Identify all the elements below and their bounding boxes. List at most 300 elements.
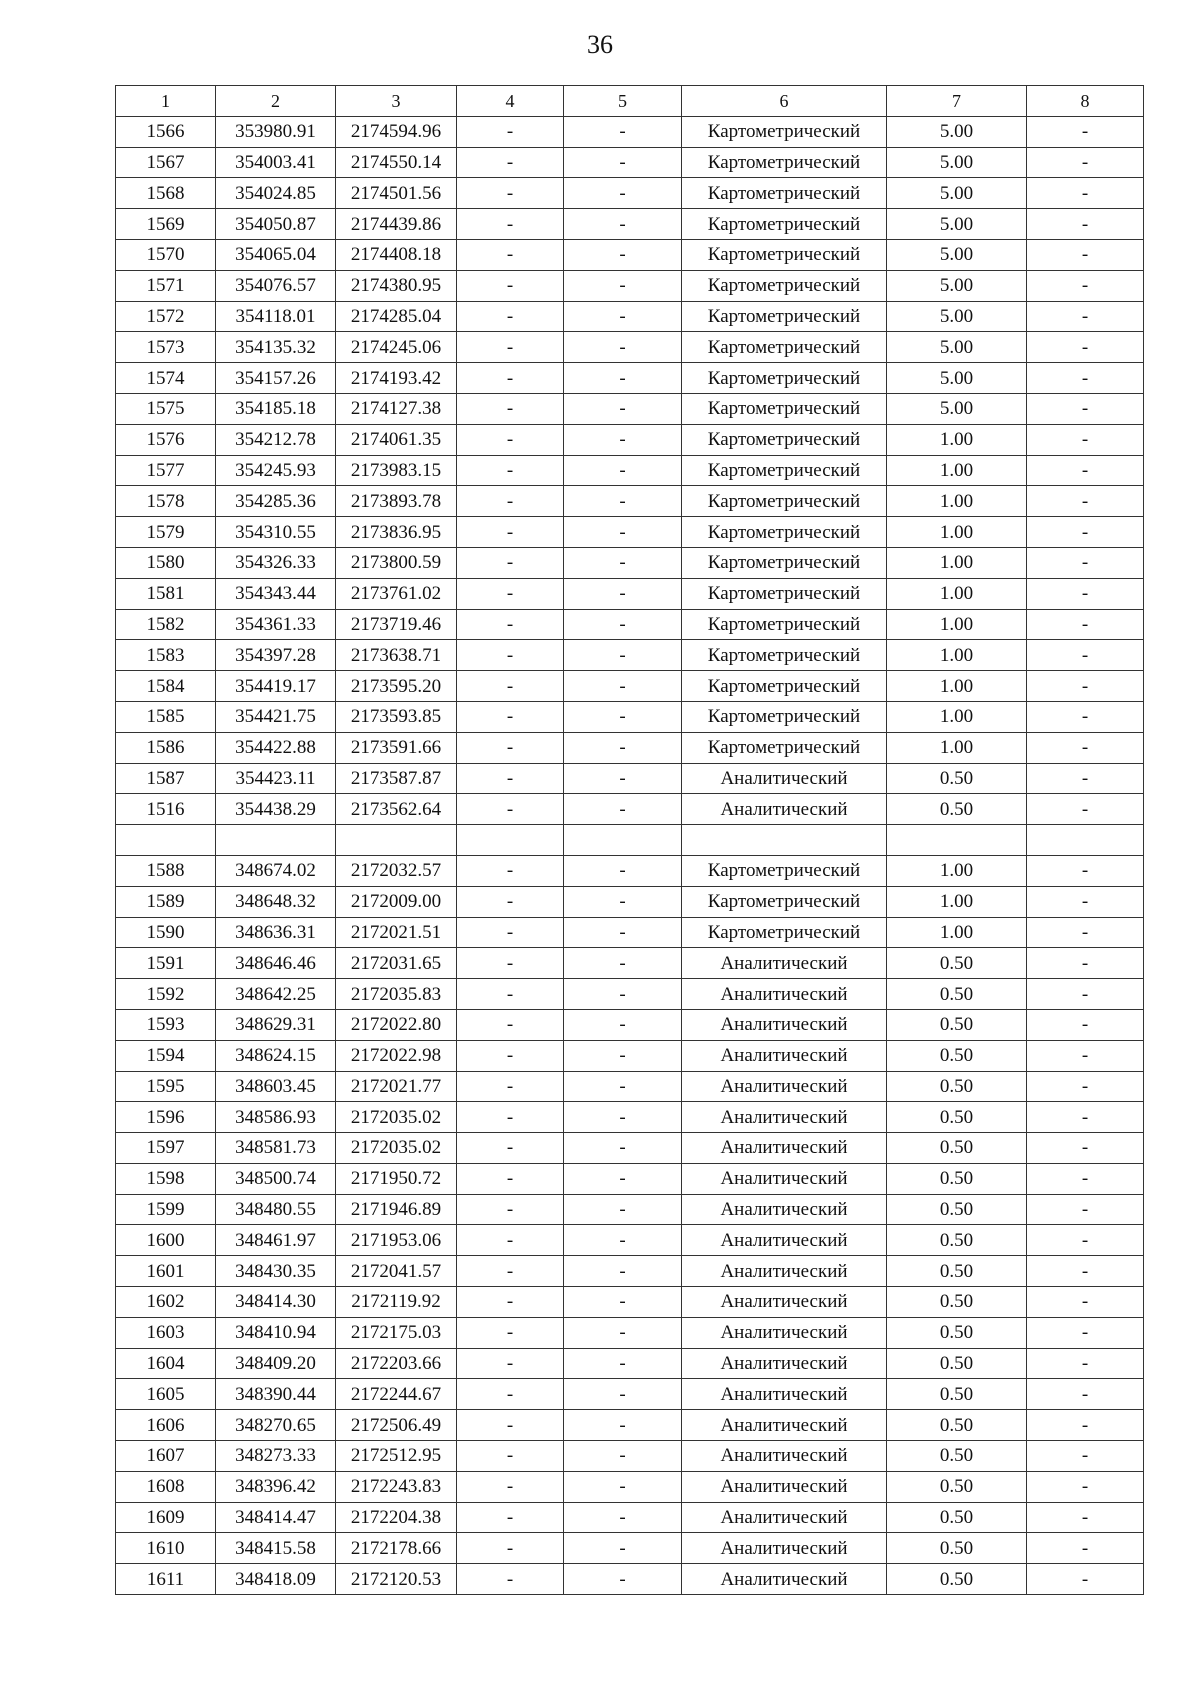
- table-cell-col-2: 354343.44: [216, 578, 336, 609]
- table-cell-col-3: 2172512.95: [336, 1441, 457, 1472]
- table-cell-col-1: 1580: [116, 547, 216, 578]
- table-row: [116, 1040, 1144, 1071]
- table-cell-col-3: 2171946.89: [336, 1194, 457, 1225]
- table-cell-col-4: -: [457, 424, 564, 455]
- table-row: [116, 1009, 1144, 1040]
- table-cell-col-7: 5.00: [887, 363, 1027, 394]
- table-cell-col-3: 2174193.42: [336, 363, 457, 394]
- table-row: [116, 1410, 1144, 1441]
- table-row: [116, 1379, 1144, 1410]
- table-cell-col-5: -: [564, 640, 682, 671]
- table-row: [116, 1071, 1144, 1102]
- table-cell-col-1: 1594: [116, 1040, 216, 1071]
- table-cell-col-2: 348409.20: [216, 1348, 336, 1379]
- table-cell-col-1: 1610: [116, 1533, 216, 1564]
- table-cell-col-5: -: [564, 1502, 682, 1533]
- table-cell-col-8: -: [1027, 1317, 1144, 1348]
- table-cell-col-8: -: [1027, 1348, 1144, 1379]
- table-cell-col-3: 2173595.20: [336, 671, 457, 702]
- table-cell-col-3: 2172035.83: [336, 979, 457, 1010]
- table-cell-col-5: -: [564, 794, 682, 825]
- table-cell-col-3: 2172119.92: [336, 1287, 457, 1318]
- table-cell-col-3: 2171953.06: [336, 1225, 457, 1256]
- table-cell-col-3: 2173591.66: [336, 732, 457, 763]
- table-cell-col-7: 1.00: [887, 486, 1027, 517]
- table-cell-col-6: Картометрический: [682, 547, 887, 578]
- table-cell-col-7: 0.50: [887, 1379, 1027, 1410]
- table-row: [116, 1163, 1144, 1194]
- table-cell-col-5: -: [564, 1102, 682, 1133]
- table-row: [116, 886, 1144, 917]
- table-cell-col-1: 1584: [116, 671, 216, 702]
- table-cell-col-7: 5.00: [887, 178, 1027, 209]
- table-cell-col-4: -: [457, 917, 564, 948]
- column-header-5: 5: [564, 86, 682, 117]
- table-cell-col-6: Картометрический: [682, 578, 887, 609]
- table-row: [116, 1317, 1144, 1348]
- table-cell-col-8: -: [1027, 1163, 1144, 1194]
- table-cell-col-1: 1581: [116, 578, 216, 609]
- table-cell-col-4: -: [457, 948, 564, 979]
- table-cell-col-5: -: [564, 363, 682, 394]
- coordinates-table: [115, 85, 1144, 1595]
- table-cell-col-3: 2172021.77: [336, 1071, 457, 1102]
- table-cell-col-4: -: [457, 1102, 564, 1133]
- table-cell-col-6: Аналитический: [682, 1533, 887, 1564]
- table-cell-col-1: 1603: [116, 1317, 216, 1348]
- table-row: [116, 609, 1144, 640]
- table-cell-col-4: -: [457, 517, 564, 548]
- table-cell-col-4: -: [457, 578, 564, 609]
- table-cell-col-8: -: [1027, 301, 1144, 332]
- table-cell-col-2: 354065.04: [216, 239, 336, 270]
- table-row: [116, 578, 1144, 609]
- table-row: [116, 1102, 1144, 1133]
- table-cell-col-6: Аналитический: [682, 1009, 887, 1040]
- table-cell-col-1: 1588: [116, 855, 216, 886]
- table-cell-col-2: 354212.78: [216, 424, 336, 455]
- table-cell-col-6: Аналитический: [682, 1040, 887, 1071]
- table-cell-col-1: 1574: [116, 363, 216, 394]
- table-cell-col-8: -: [1027, 332, 1144, 363]
- table-cell-col-7: 0.50: [887, 1502, 1027, 1533]
- table-cell-col-4: -: [457, 1256, 564, 1287]
- table-cell-col-1: 1576: [116, 424, 216, 455]
- table-cell-col-1: 1566: [116, 116, 216, 147]
- table-cell-col-8: -: [1027, 1071, 1144, 1102]
- table-cell-col-1: 1516: [116, 794, 216, 825]
- table-cell-col-5: -: [564, 1194, 682, 1225]
- table-cell-col-1: 1602: [116, 1287, 216, 1318]
- table-cell-col-7: 0.50: [887, 1194, 1027, 1225]
- table-cell-col-4: -: [457, 1071, 564, 1102]
- table-cell-col-1: 1597: [116, 1133, 216, 1164]
- table-row: [116, 671, 1144, 702]
- table-cell-col-7: 5.00: [887, 301, 1027, 332]
- table-cell-col-4: -: [457, 147, 564, 178]
- column-header-1: 1: [116, 86, 216, 117]
- table-cell-col-3: 2174245.06: [336, 332, 457, 363]
- table-cell-col-6: Аналитический: [682, 794, 887, 825]
- table-cell-col-4: -: [457, 547, 564, 578]
- table-cell-col-1: 1609: [116, 1502, 216, 1533]
- table-cell-col-5: -: [564, 455, 682, 486]
- table-cell-col-2: 348418.09: [216, 1564, 336, 1595]
- table-cell-col-2: 348461.97: [216, 1225, 336, 1256]
- table-cell-col-4: -: [457, 270, 564, 301]
- table-cell-col-6: Картометрический: [682, 239, 887, 270]
- table-cell-col-5: -: [564, 1348, 682, 1379]
- table-cell-col-4: -: [457, 1133, 564, 1164]
- table-cell-col-4: -: [457, 701, 564, 732]
- table-cell-col-1: 1567: [116, 147, 216, 178]
- table-cell-col-1: 1582: [116, 609, 216, 640]
- table-cell-col-6: Картометрический: [682, 886, 887, 917]
- table-cell-col-5: -: [564, 424, 682, 455]
- table-cell-col-3: 2174127.38: [336, 393, 457, 424]
- table-cell-col-6: Аналитический: [682, 979, 887, 1010]
- table-cell-col-2: 354024.85: [216, 178, 336, 209]
- table-cell-col-6: Аналитический: [682, 1194, 887, 1225]
- table-cell-col-5: -: [564, 979, 682, 1010]
- table-row: [116, 979, 1144, 1010]
- table-row: [116, 1502, 1144, 1533]
- table-cell-col-8: -: [1027, 1256, 1144, 1287]
- table-cell-col-5: -: [564, 855, 682, 886]
- table-cell-col-6: Аналитический: [682, 948, 887, 979]
- table-cell-col-8: -: [1027, 794, 1144, 825]
- table-cell-col-6: Аналитический: [682, 1102, 887, 1133]
- table-cell-col-6: Картометрический: [682, 301, 887, 332]
- table-cell-col-7: 1.00: [887, 640, 1027, 671]
- table-row: [116, 1256, 1144, 1287]
- table-cell-col-8: -: [1027, 270, 1144, 301]
- table-cell-col-8: -: [1027, 363, 1144, 394]
- table-cell-col-5: -: [564, 671, 682, 702]
- table-cell-col-7: 1.00: [887, 578, 1027, 609]
- table-cell-col-8: -: [1027, 1225, 1144, 1256]
- table-cell-col-1: 1604: [116, 1348, 216, 1379]
- table-cell-col-7: 1.00: [887, 424, 1027, 455]
- table-cell-col-8: -: [1027, 1009, 1144, 1040]
- table-cell-col-4: -: [457, 855, 564, 886]
- table-cell-col-6: Картометрический: [682, 147, 887, 178]
- table-cell-col-3: 2172120.53: [336, 1564, 457, 1595]
- table-cell-col-5: -: [564, 1410, 682, 1441]
- table-cell-col-4: -: [457, 886, 564, 917]
- table-cell-col-4: -: [457, 732, 564, 763]
- table-cell-col-1: 1571: [116, 270, 216, 301]
- table-cell-col-8: -: [1027, 1133, 1144, 1164]
- table-cell-col-4: -: [457, 1533, 564, 1564]
- table-cell-col-3: 2172506.49: [336, 1410, 457, 1441]
- table-cell-col-5: -: [564, 1133, 682, 1164]
- table-cell-col-3: 2171950.72: [336, 1163, 457, 1194]
- table-cell-col-4: -: [457, 1225, 564, 1256]
- table-cell-col-6: Картометрический: [682, 671, 887, 702]
- table-cell-col-8: -: [1027, 979, 1144, 1010]
- table-cell-col-7: [887, 825, 1027, 856]
- table-cell-col-6: Картометрический: [682, 640, 887, 671]
- table-cell-col-2: 348646.46: [216, 948, 336, 979]
- table-cell-col-6: Картометрический: [682, 855, 887, 886]
- table-cell-col-7: 1.00: [887, 517, 1027, 548]
- table-cell-col-1: 1598: [116, 1163, 216, 1194]
- table-cell-col-7: 1.00: [887, 886, 1027, 917]
- table-cell-col-8: -: [1027, 1441, 1144, 1472]
- table-cell-col-4: -: [457, 332, 564, 363]
- table-row: [116, 825, 1144, 856]
- table-cell-col-5: -: [564, 1225, 682, 1256]
- table-cell-col-2: 348414.30: [216, 1287, 336, 1318]
- table-cell-col-3: 2172031.65: [336, 948, 457, 979]
- table-cell-col-1: 1568: [116, 178, 216, 209]
- table-header-row: [116, 86, 1144, 117]
- table-cell-col-2: 348624.15: [216, 1040, 336, 1071]
- table-cell-col-1: 1572: [116, 301, 216, 332]
- table-cell-col-8: -: [1027, 732, 1144, 763]
- table-cell-col-8: -: [1027, 701, 1144, 732]
- table-cell-col-1: 1585: [116, 701, 216, 732]
- table-row: [116, 239, 1144, 270]
- column-header-7: 7: [887, 86, 1027, 117]
- table-cell-col-7: 0.50: [887, 763, 1027, 794]
- table-cell-col-8: -: [1027, 1564, 1144, 1595]
- table-cell-col-6: Картометрический: [682, 270, 887, 301]
- table-cell-col-3: 2173719.46: [336, 609, 457, 640]
- table-cell-col-6: Картометрический: [682, 363, 887, 394]
- table-cell-col-8: -: [1027, 578, 1144, 609]
- table-cell-col-4: -: [457, 1441, 564, 1472]
- table-cell-col-2: 348586.93: [216, 1102, 336, 1133]
- table-cell-col-3: 2173893.78: [336, 486, 457, 517]
- table-cell-col-4: -: [457, 671, 564, 702]
- table-cell-col-2: 354326.33: [216, 547, 336, 578]
- table-row: [116, 393, 1144, 424]
- table-row: [116, 1441, 1144, 1472]
- table-cell-col-1: 1591: [116, 948, 216, 979]
- table-cell-col-4: -: [457, 239, 564, 270]
- table-row: [116, 794, 1144, 825]
- table-cell-col-2: 354397.28: [216, 640, 336, 671]
- table-cell-col-6: Картометрический: [682, 701, 887, 732]
- table-cell-col-4: -: [457, 1287, 564, 1318]
- table-cell-col-8: -: [1027, 1287, 1144, 1318]
- table-cell-col-7: 0.50: [887, 1317, 1027, 1348]
- table-cell-col-2: 354050.87: [216, 209, 336, 240]
- table-cell-col-2: 348396.42: [216, 1471, 336, 1502]
- table-cell-col-5: -: [564, 147, 682, 178]
- table-row: [116, 517, 1144, 548]
- table-cell-col-2: 354421.75: [216, 701, 336, 732]
- table-cell-col-3: 2173983.15: [336, 455, 457, 486]
- table-cell-col-2: 348581.73: [216, 1133, 336, 1164]
- table-cell-col-7: 5.00: [887, 270, 1027, 301]
- table-row: [116, 332, 1144, 363]
- table-cell-col-7: 0.50: [887, 1533, 1027, 1564]
- table-cell-col-2: [216, 825, 336, 856]
- table-cell-col-7: 5.00: [887, 393, 1027, 424]
- table-cell-col-2: 348629.31: [216, 1009, 336, 1040]
- table-cell-col-1: 1592: [116, 979, 216, 1010]
- table-cell-col-2: 354310.55: [216, 517, 336, 548]
- table-cell-col-2: 353980.91: [216, 116, 336, 147]
- table-row: [116, 701, 1144, 732]
- table-cell-col-5: -: [564, 393, 682, 424]
- table-cell-col-6: Аналитический: [682, 1317, 887, 1348]
- column-header-4: 4: [457, 86, 564, 117]
- table-cell-col-8: -: [1027, 1410, 1144, 1441]
- table-cell-col-4: -: [457, 1471, 564, 1502]
- table-cell-col-6: [682, 825, 887, 856]
- table-cell-col-7: 0.50: [887, 794, 1027, 825]
- table-cell-col-6: Аналитический: [682, 1071, 887, 1102]
- table-cell-col-3: 2174550.14: [336, 147, 457, 178]
- table-cell-col-7: 0.50: [887, 1287, 1027, 1318]
- table-cell-col-8: [1027, 825, 1144, 856]
- table-row: [116, 1564, 1144, 1595]
- table-cell-col-4: -: [457, 209, 564, 240]
- table-cell-col-6: Аналитический: [682, 1471, 887, 1502]
- table-cell-col-6: Аналитический: [682, 1163, 887, 1194]
- table-cell-col-7: 1.00: [887, 671, 1027, 702]
- table-row: [116, 363, 1144, 394]
- table-cell-col-5: -: [564, 1256, 682, 1287]
- table-cell-col-8: -: [1027, 547, 1144, 578]
- table-cell-col-6: Картометрический: [682, 455, 887, 486]
- table-cell-col-2: 348674.02: [216, 855, 336, 886]
- table-cell-col-5: -: [564, 1379, 682, 1410]
- table-cell-col-3: 2172035.02: [336, 1102, 457, 1133]
- table-cell-col-2: 354118.01: [216, 301, 336, 332]
- table-cell-col-4: -: [457, 1348, 564, 1379]
- table-cell-col-1: 1596: [116, 1102, 216, 1133]
- table-cell-col-1: 1601: [116, 1256, 216, 1287]
- table-cell-col-5: -: [564, 732, 682, 763]
- table-cell-col-5: -: [564, 1441, 682, 1472]
- table-cell-col-6: Картометрический: [682, 732, 887, 763]
- table-cell-col-3: [336, 825, 457, 856]
- table-cell-col-6: Картометрический: [682, 609, 887, 640]
- table-row: [116, 1194, 1144, 1225]
- table-row: [116, 640, 1144, 671]
- table-cell-col-4: -: [457, 609, 564, 640]
- table-cell-col-1: 1583: [116, 640, 216, 671]
- table-cell-col-2: 354419.17: [216, 671, 336, 702]
- table-cell-col-1: [116, 825, 216, 856]
- table-cell-col-2: 354135.32: [216, 332, 336, 363]
- table-cell-col-4: -: [457, 640, 564, 671]
- table-cell-col-1: 1595: [116, 1071, 216, 1102]
- table-cell-col-8: -: [1027, 116, 1144, 147]
- table-cell-col-2: 348603.45: [216, 1071, 336, 1102]
- table-row: [116, 424, 1144, 455]
- table-cell-col-2: 354423.11: [216, 763, 336, 794]
- table-cell-col-7: 5.00: [887, 209, 1027, 240]
- table-row: [116, 116, 1144, 147]
- table-cell-col-7: 0.50: [887, 1163, 1027, 1194]
- table-cell-col-5: -: [564, 1564, 682, 1595]
- table-cell-col-4: -: [457, 393, 564, 424]
- table-cell-col-1: 1607: [116, 1441, 216, 1472]
- table-cell-col-6: Картометрический: [682, 517, 887, 548]
- table-cell-col-8: -: [1027, 393, 1144, 424]
- table-cell-col-5: -: [564, 239, 682, 270]
- table-cell-col-2: 348414.47: [216, 1502, 336, 1533]
- table-cell-col-7: 1.00: [887, 855, 1027, 886]
- table-cell-col-8: -: [1027, 917, 1144, 948]
- table-cell-col-3: 2173836.95: [336, 517, 457, 548]
- table-cell-col-8: -: [1027, 948, 1144, 979]
- table-cell-col-7: 5.00: [887, 239, 1027, 270]
- table-cell-col-6: Картометрический: [682, 178, 887, 209]
- table-cell-col-3: 2172175.03: [336, 1317, 457, 1348]
- table-cell-col-8: -: [1027, 855, 1144, 886]
- table-cell-col-3: 2174408.18: [336, 239, 457, 270]
- column-header-6: 6: [682, 86, 887, 117]
- table-cell-col-4: -: [457, 1317, 564, 1348]
- table-cell-col-3: 2172009.00: [336, 886, 457, 917]
- table-cell-col-5: -: [564, 1533, 682, 1564]
- table-cell-col-5: -: [564, 701, 682, 732]
- table-cell-col-1: 1587: [116, 763, 216, 794]
- table-cell-col-1: 1608: [116, 1471, 216, 1502]
- page-number: 36: [587, 30, 613, 59]
- table-cell-col-2: 354361.33: [216, 609, 336, 640]
- table-cell-col-6: Картометрический: [682, 486, 887, 517]
- table-cell-col-7: 0.50: [887, 1071, 1027, 1102]
- table-cell-col-6: Картометрический: [682, 209, 887, 240]
- table-cell-col-2: 354185.18: [216, 393, 336, 424]
- table-cell-col-8: -: [1027, 147, 1144, 178]
- table-cell-col-7: 1.00: [887, 701, 1027, 732]
- table-cell-col-5: -: [564, 917, 682, 948]
- table-cell-col-1: 1575: [116, 393, 216, 424]
- table-cell-col-6: Аналитический: [682, 1256, 887, 1287]
- table-cell-col-2: 348273.33: [216, 1441, 336, 1472]
- table-cell-col-7: 0.50: [887, 1133, 1027, 1164]
- table-row: [116, 486, 1144, 517]
- table-cell-col-5: -: [564, 948, 682, 979]
- table-cell-col-4: -: [457, 1194, 564, 1225]
- table-cell-col-2: 348636.31: [216, 917, 336, 948]
- table-row: [116, 1225, 1144, 1256]
- table-cell-col-8: -: [1027, 1502, 1144, 1533]
- table-cell-col-5: -: [564, 1317, 682, 1348]
- table-cell-col-6: Аналитический: [682, 1287, 887, 1318]
- table-cell-col-1: 1600: [116, 1225, 216, 1256]
- table-cell-col-6: Аналитический: [682, 1410, 887, 1441]
- table-row: [116, 1348, 1144, 1379]
- table-cell-col-1: 1590: [116, 917, 216, 948]
- table-cell-col-6: Аналитический: [682, 1225, 887, 1256]
- table-cell-col-1: 1611: [116, 1564, 216, 1595]
- table-cell-col-4: -: [457, 178, 564, 209]
- table-cell-col-4: -: [457, 763, 564, 794]
- table-cell-col-1: 1593: [116, 1009, 216, 1040]
- table-cell-col-8: -: [1027, 1102, 1144, 1133]
- table-cell-col-1: 1589: [116, 886, 216, 917]
- table-cell-col-3: 2172244.67: [336, 1379, 457, 1410]
- table-cell-col-3: 2172204.38: [336, 1502, 457, 1533]
- table-body: [116, 116, 1144, 1594]
- table-cell-col-2: 348480.55: [216, 1194, 336, 1225]
- table-cell-col-1: 1570: [116, 239, 216, 270]
- table-cell-col-2: 354003.41: [216, 147, 336, 178]
- table-cell-col-1: 1606: [116, 1410, 216, 1441]
- table-cell-col-3: 2172022.98: [336, 1040, 457, 1071]
- table-row: [116, 948, 1144, 979]
